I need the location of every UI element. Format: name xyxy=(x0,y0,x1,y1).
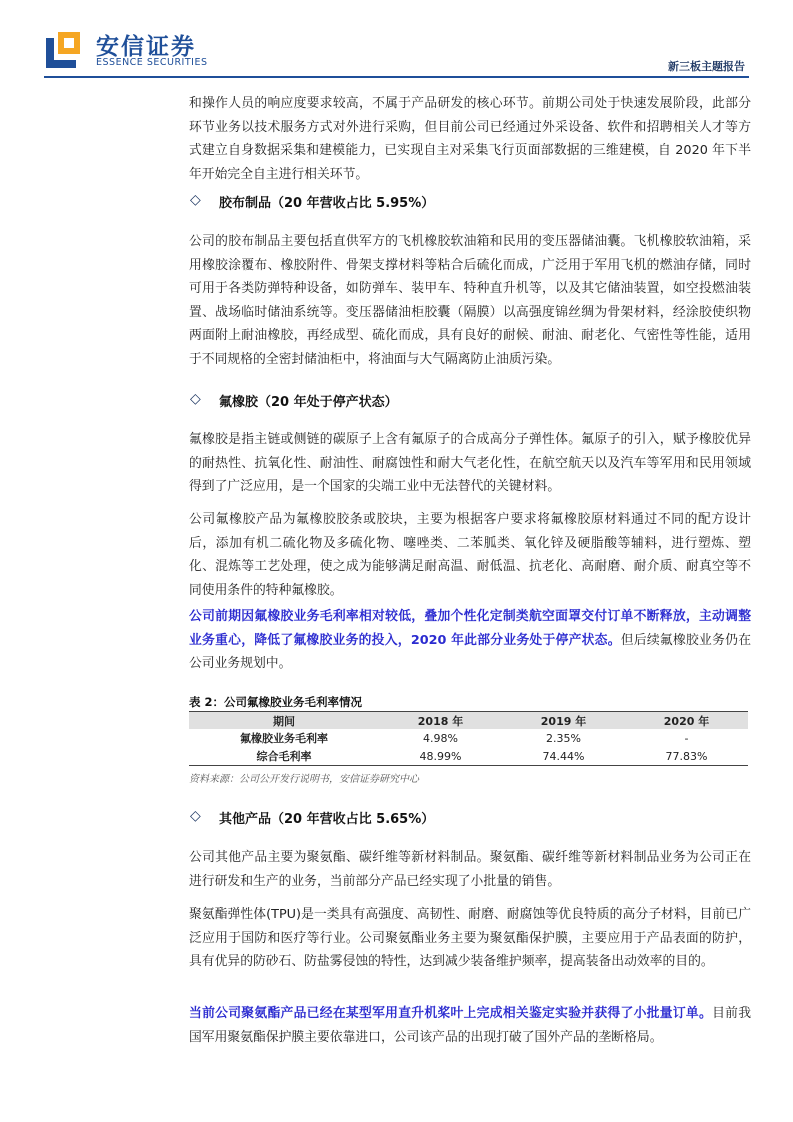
normal-text: 但后续氟橡胶业务仍在公司业务规划中。 xyxy=(189,632,751,671)
table-row xyxy=(189,747,748,766)
table-row-label: 综合毛利率 xyxy=(189,747,379,766)
table-header-cell: 2020 年 xyxy=(663,714,710,728)
section3-block3 xyxy=(189,1002,751,1049)
section3-block1 xyxy=(189,846,751,893)
section1-block xyxy=(189,230,751,371)
report-type-label: 新三板主题报告 xyxy=(668,60,745,73)
section-heading: 其他产品（20 年营收占比 5.65%） xyxy=(219,812,435,827)
intro-paragraph: 和操作人员的响应度要求较高，不属于产品研发的核心环节。前期公司处于快速发展阶段，此部分环节业务以技术服务方式对外进行采购，但目前公司已经通过外采设备、软件和招聘相关人才等方式建立自身数据采集和建模能力，已实现自主对采集飞行页面部数据的三维建模，自 2020 年下半年开始完全自主进行相关环节。 xyxy=(189,96,751,182)
table-header-cell: 2019 年 xyxy=(540,714,587,728)
section2-paragraph-3 xyxy=(189,605,751,676)
table-cell: 4.98% xyxy=(423,731,458,745)
table-cell: 77.83% xyxy=(625,747,748,766)
section-heading: 氟橡胶（20 年处于停产状态） xyxy=(219,395,398,410)
section2-paragraph-1: 氟橡胶是指主链或侧链的碳原子上含有氟原子的合成高分子弹性体。氟原子的引入，赋予橡胶优异的耐热性、抗氧化性、耐油性、耐腐蚀性和耐大气老化性，在航空航天以及汽车等军用和民用领域得到了广泛应用，是一个国家的尖端工业中无法替代的关键材料。 xyxy=(189,432,751,494)
section3-block2 xyxy=(189,903,751,974)
logo-english-name: ESSENCE SECURITIES xyxy=(96,57,208,68)
normal-text: 目前我国军用聚氨酯保护膜主要依靠进口，公司该产品的出现打破了国外产品的垄断格局。 xyxy=(189,1006,752,1045)
section1-paragraph: 公司的胶布制品主要包括直供军方的飞机橡胶软油箱和民用的变压器储油囊。飞机橡胶软油箱，采用橡胶涂覆布、橡胶附件、骨架支撑材料等粘合后硫化而成，广泛用于军用飞机的燃油存储，同时可用于各类防弹特种设备，如防弹车、装甲车、特种直升机等，以及其它储油装置，如空投燃油装置、战场临时储油系统等。变压器储油柜胶囊（隔膜）以高强度锦丝绸为骨架材料，经涂胶使织物两面附上耐油橡胶，再经成型、硫化而成，具有良好的耐候、耐油、耐老化、气密性等性能，适用于不同规格的全密封储油柜中，将油面与大气隔离防止油质污染。 xyxy=(189,234,751,367)
margin-table xyxy=(189,693,748,785)
table-source-note: 资料来源：公司公开发行说明书，安信证券研究中心 xyxy=(189,774,419,785)
section2-block1 xyxy=(189,428,751,499)
highlight-text: 当前公司聚氨酯产品已经在某型军用直升机桨叶上完成相关鉴定实验并获得了小批量订单。 xyxy=(189,1006,713,1021)
table-row-label: 氟橡胶业务毛利率 xyxy=(240,732,328,745)
logo-chinese-name: 安信证券 xyxy=(96,34,196,60)
section-heading: 胶布制品（20 年营收占比 5.95%） xyxy=(219,196,435,211)
table-row xyxy=(189,729,748,747)
table-cell: - xyxy=(684,731,689,745)
section3-paragraph-3 xyxy=(189,1002,751,1049)
section-heading-other-products xyxy=(219,809,781,831)
section-heading-rubber-fabric xyxy=(219,193,781,215)
diamond-bullet-icon: ◇ xyxy=(190,808,201,824)
section3-paragraph-1: 公司其他产品主要为聚氨酯、碳纤维等新材料制品。聚氨酯、碳纤维等新材料制品业务为公司正在进行研发和生产的业务，当前部分产品已经实现了小批量的销售。 xyxy=(189,850,751,889)
table-header-row xyxy=(189,712,748,730)
margin-data-table xyxy=(189,711,748,766)
table-cell: 74.44% xyxy=(502,747,625,766)
table-cell: 48.99% xyxy=(379,747,502,766)
essence-logo-icon xyxy=(44,30,84,70)
page-header xyxy=(0,0,793,80)
section-heading-fluororubber xyxy=(219,392,781,414)
section2-paragraph-2: 公司氟橡胶产品为氟橡胶胶条或胶块，主要为根据客户要求将氟橡胶原材料通过不同的配方设计后，添加有机二硫化物及多硫化物、噻唑类、二苯胍类、氧化锌及硬脂酸等辅料，进行塑炼、塑化、混炼等工艺处理，使之成为能够满足耐高温、耐低温、抗老化、高耐磨、耐介质、耐真空等不同使用条件的特种氟橡胶。 xyxy=(189,512,751,598)
table-header-cell: 2018 年 xyxy=(417,714,464,728)
highlight-text: 公司前期因氟橡胶业务毛利率相对较低，叠加个性化定制类航空面罩交付订单不断释放，主动调整业务重心，降低了氟橡胶业务的投入，2020 年此部分业务处于停产状态。 xyxy=(189,609,751,648)
diamond-bullet-icon: ◇ xyxy=(190,391,201,407)
table-title: 表 2：公司氟橡胶业务毛利率情况 xyxy=(189,695,363,709)
intro-block xyxy=(189,92,751,186)
diamond-bullet-icon: ◇ xyxy=(190,192,201,208)
table-cell: 2.35% xyxy=(546,731,581,745)
section3-paragraph-2: 聚氨酯弹性体(TPU)是一类具有高强度、高韧性、耐磨、耐腐蚀等优良特质的高分子材料，目前已广泛应用于国防和医疗等行业。公司聚氨酯业务主要为聚氨酯保护膜，主要应用于产品表面的防护，具有优异的防砂石、防盐雾侵蚀的特性，达到减少装备维护频率，提高装备出动效率的目的。 xyxy=(189,907,751,969)
section2-block3 xyxy=(189,605,751,676)
table-header-cell: 期间 xyxy=(273,714,295,728)
section2-block2 xyxy=(189,508,751,602)
header-divider xyxy=(44,76,749,78)
